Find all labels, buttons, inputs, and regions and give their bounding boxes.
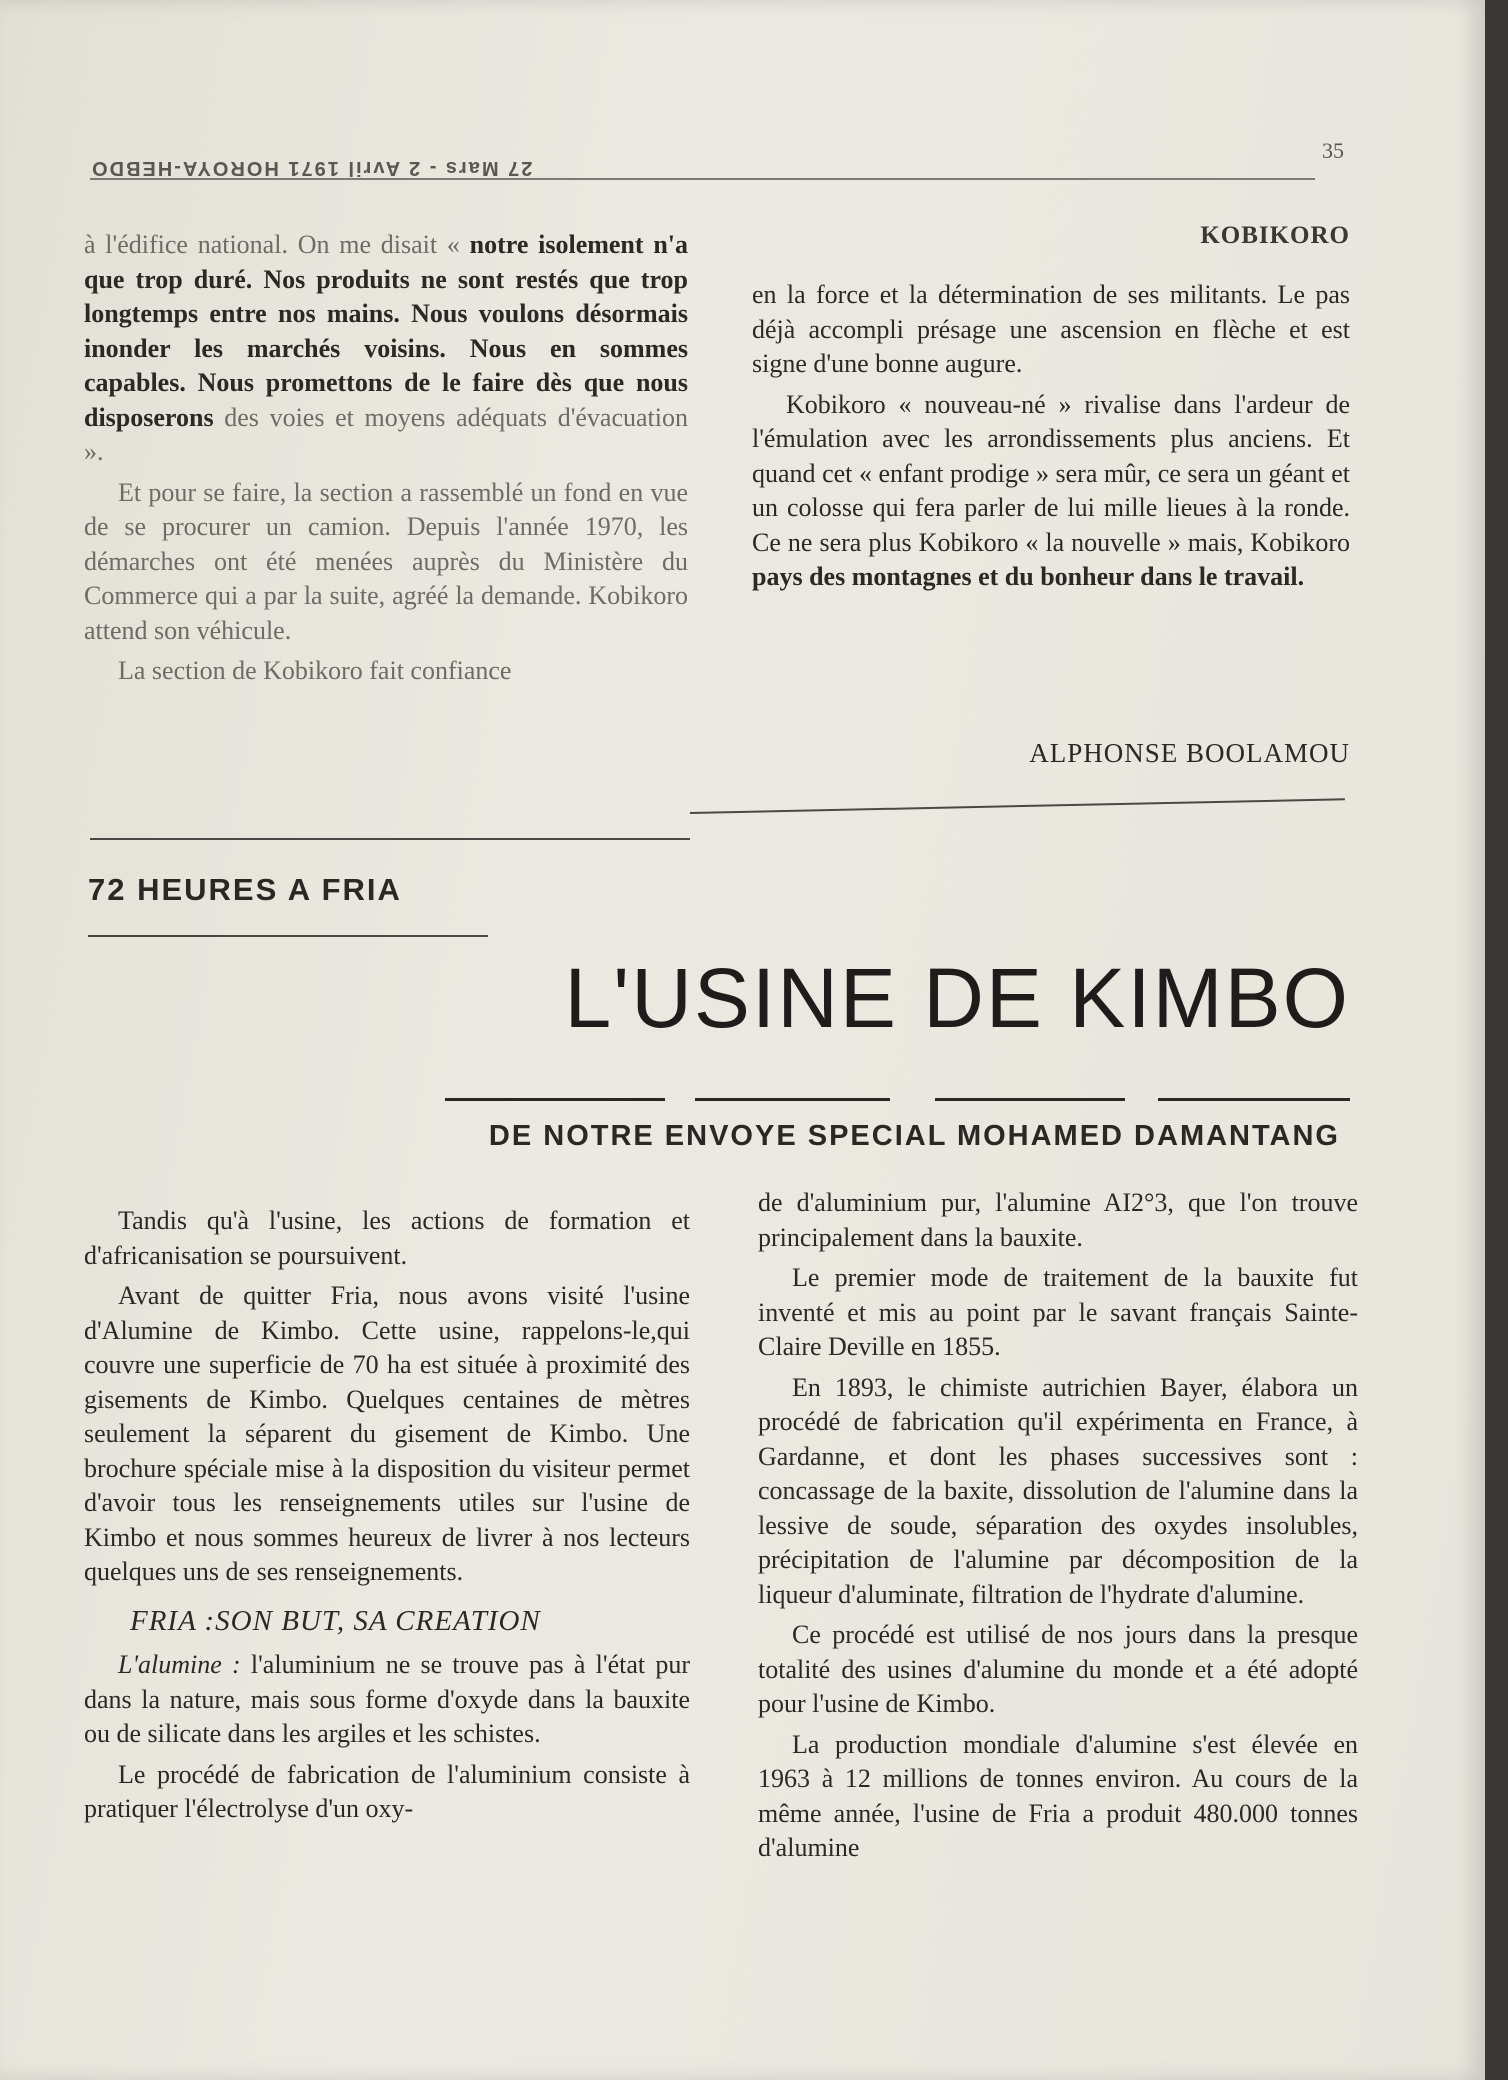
article-left-paragraph-4: Le procédé de fabrication de l'aluminium consiste à pratiquer l'électrolyse d'un oxy- <box>84 1759 690 1823</box>
headline-rule-4 <box>1158 1098 1350 1101</box>
article-left-paragraph-3 <box>84 1648 690 1752</box>
running-head-text: 27 Mars - 2 Avril 1971 HOROYA-HEBDO <box>90 157 533 179</box>
headline-rule-2 <box>695 1098 890 1101</box>
quote-intro: à l'édifice national. On me disait « <box>84 230 460 259</box>
section-divider-right <box>690 798 1345 814</box>
article-subhead: FRIA :SON BUT, SA CREATION <box>130 1604 541 1637</box>
alumine-definition: l'aluminium ne se trouve pas à l'état pur dans la nature, mais sous forme d'oxyde dans la bauxite ou de silicate dans les argiles et les schistes. <box>84 1650 690 1748</box>
article-left-column <box>84 1204 690 1833</box>
author-signature: ALPHONSE BOOLAMOU <box>1029 738 1350 768</box>
headline-rule-3 <box>935 1098 1125 1101</box>
page-edge-shadow <box>1485 0 1508 2080</box>
kobikoro-left-column <box>84 228 688 695</box>
kobikoro-title: KOBIKORO <box>1200 222 1350 249</box>
article-headline: L'USINE DE KIMBO <box>564 951 1350 1045</box>
kobikoro-right-column <box>752 278 1350 601</box>
page-number: 35 <box>1322 138 1344 163</box>
header-rule <box>90 178 1315 180</box>
article-right-paragraph-1: de d'aluminium pur, l'alumine AI2°3, que l'on trouve principalement dans la bauxite. <box>758 1188 1358 1252</box>
article-kicker: 72 HEURES A FRIA <box>88 872 402 907</box>
article-right-paragraph-3: En 1893, le chimiste autrichien Bayer, élabora un procédé de fabrication qu'il expérimenta en France, à Gardanne, et dont les phases successives sont : concassage de la baxite, dissolution de l'alumine dans la lessive de soude, séparation des oxydes insolubles, précipitation de l'alumine par décomposition de la liqueur d'aluminate, filtration de l'hydrate d'alumine. <box>758 1372 1358 1609</box>
headline-rule-1 <box>445 1098 665 1101</box>
alumine-term: L'alumine : <box>118 1650 241 1679</box>
article-right-paragraph-2: Le premier mode de traitement de la bauxite fut inventé et mis au point par le savant français Sainte-Claire Deville en 1855. <box>758 1263 1358 1361</box>
section-divider-left <box>90 838 690 840</box>
kobikoro-left-paragraph-3: La section de Kobikoro fait confiance <box>118 656 512 685</box>
article-left-paragraph-2: Avant de quitter Fria, nous avons visité l'usine d'Alumine de Kimbo. Cette usine, rappelons-le,qui couvre une superficie de 70 ha est située à proximité des gisements de Kimbo. Quelques centaines de mètres seulement la séparent du gisement de Kimbo. Une brochure spéciale mise à la disposition du visiteur permet d'avoir tous les renseignements utiles sur l'usine de Kimbo et nous sommes heureux de livrer à nos lecteurs quelques uns de ses renseignements. <box>84 1281 690 1586</box>
quote-end: des voies et moyens adéquats d'évacuation ». <box>84 402 688 466</box>
kobikoro-left-paragraph-2: Et pour se faire, la section a rassemblé un fond en vue de se procurer un camion. Depuis l'année 1970, les démarches ont été menées auprès du Ministère du Commerce qui a par la suite, agréé la demande. Kobikoro attend son véhicule. <box>84 477 688 645</box>
running-head <box>90 156 1310 179</box>
kobikoro-right-paragraph-2-bold: pays des montagnes et du bonheur dans le travail. <box>752 562 1305 591</box>
article-left-paragraph-1: Tandis qu'à l'usine, les actions de formation et d'africanisation se poursuivent. <box>84 1206 690 1270</box>
quote-bold: notre isolement n'a que trop duré. Nos produits ne sont restés que trop longtemps entre nos mains. Nous voulons désormais inonder les marchés voisins. Nous en sommes capables. Nous promettons de le faire dès que nous disposerons <box>84 230 688 432</box>
article-byline: DE NOTRE ENVOYE SPECIAL MOHAMED DAMANTANG <box>488 1120 1340 1152</box>
article-right-column <box>758 1186 1358 1872</box>
kicker-underline <box>88 935 488 937</box>
kobikoro-left-paragraph-1 <box>84 228 688 470</box>
article-right-paragraph-5: La production mondiale d'alumine s'est élevée en 1963 à 12 millions de tonnes environ. Au cours de la même année, l'usine de Fria a produit 480.000 tonnes d'alumine <box>758 1729 1358 1862</box>
kobikoro-right-paragraph-2-text: Kobikoro « nouveau-né » rivalise dans l'ardeur de l'émulation avec les arrondissements plus anciens. Et quand cet « enfant prodige » sera mûr, ce sera un géant et un colosse qui fera parler de lui mille lieues à la ronde. Ce ne sera plus Kobikoro « la nouvelle » mais, Kobikoro <box>752 389 1350 557</box>
kobikoro-right-paragraph-2 <box>752 388 1350 595</box>
kobikoro-right-paragraph-1: en la force et la détermination de ses militants. Le pas déjà accompli présage une ascension en flèche et est signe d'une bonne augure. <box>752 280 1350 378</box>
article-right-paragraph-4: Ce procédé est utilisé de nos jours dans la presque totalité des usines d'alumine du monde et a été adopté pour l'usine de Kimbo. <box>758 1620 1358 1718</box>
